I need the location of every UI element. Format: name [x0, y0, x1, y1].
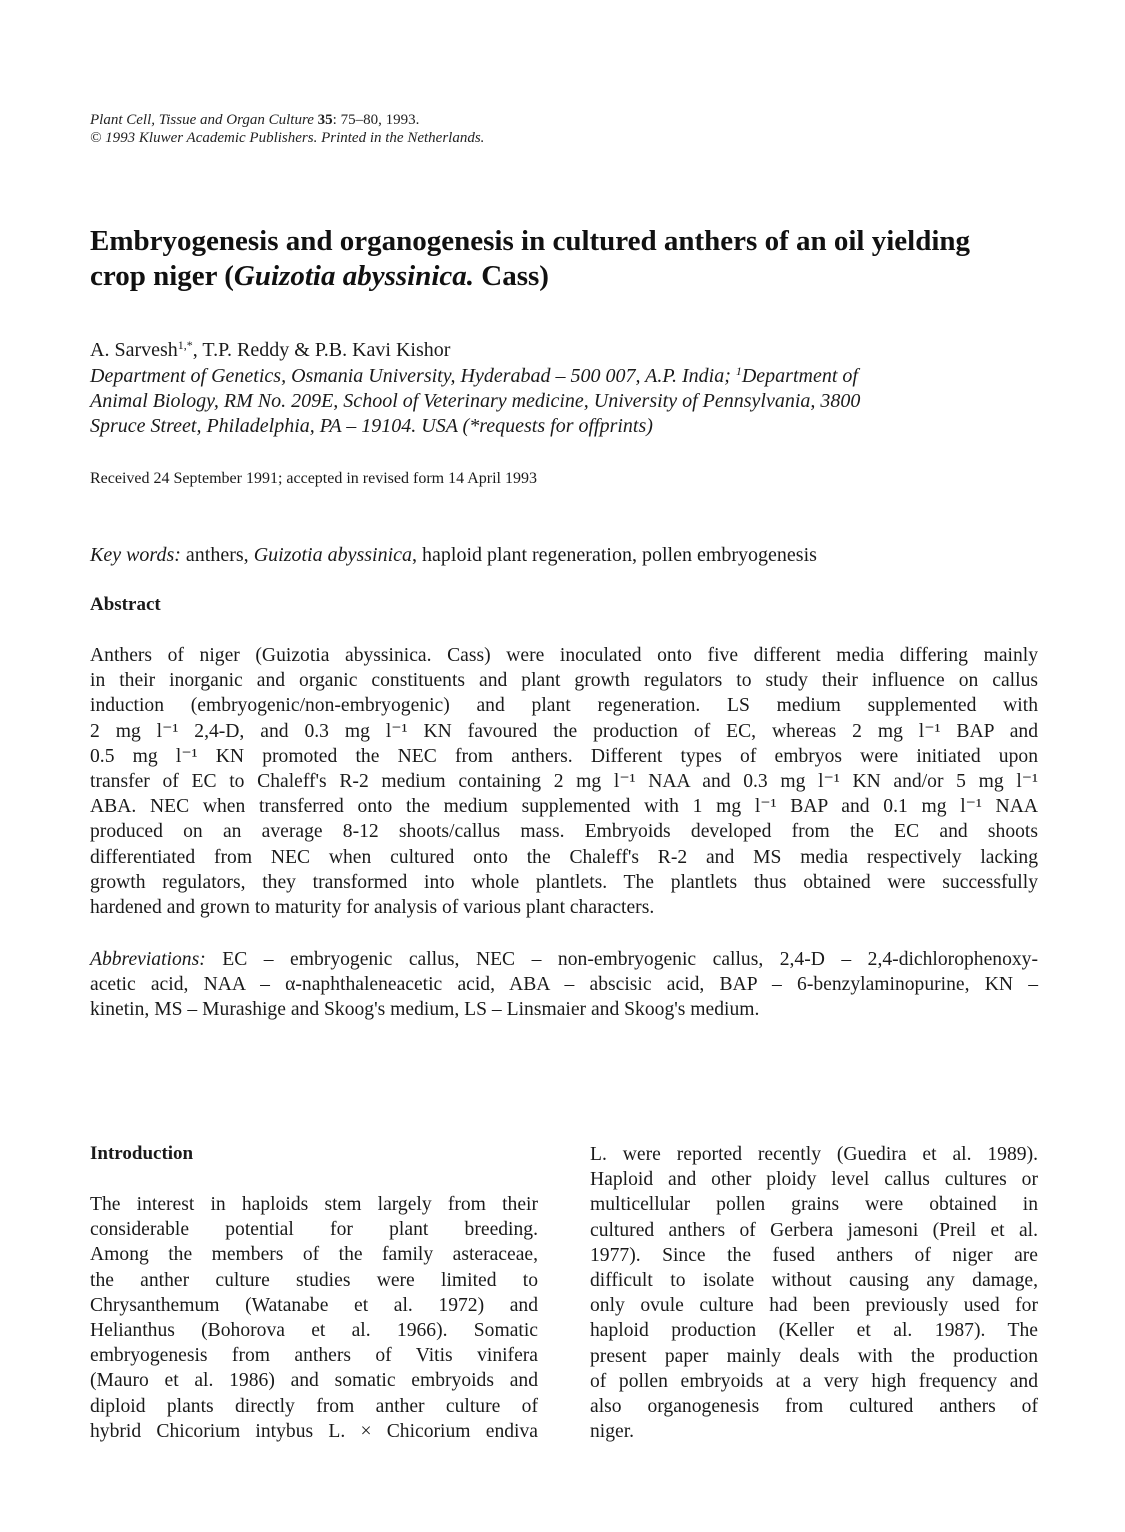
intro-line: present paper mainly deals with the production [590, 1345, 1038, 1367]
intro-line: embryogenesis from anthers of Vitis vinifera [90, 1345, 538, 1367]
affiliation-sup: 1 [735, 364, 742, 378]
intro-line: also organogenesis from cultured anthers of [590, 1395, 1038, 1417]
journal-volume: 35 [317, 112, 333, 128]
keywords-label: Key words: [90, 544, 181, 566]
affiliation-line-1 [90, 364, 1050, 389]
intro-line: 1977). Since the fused anthers of niger are [590, 1244, 1038, 1266]
intro-line: only ovule culture had been previously used for [590, 1295, 1038, 1317]
intro-column-right [590, 1142, 1038, 1444]
paper-title [90, 224, 1050, 294]
keywords-species: Guizotia abyssinica [253, 544, 413, 566]
affiliation [90, 364, 1050, 439]
author-rest: , T.P. Reddy & P.B. Kavi Kishor [192, 339, 451, 361]
journal-pages-year: : 75–80, 1993. [332, 112, 420, 128]
title-line-2-pre: crop niger ( [90, 260, 234, 292]
intro-line: of pollen embryoids at a very high frequency and [590, 1370, 1038, 1392]
intro-line: considerable potential for plant breeding. [90, 1219, 538, 1241]
abbreviations-line: kinetin, MS – Murashige and Skoog's medium, LS – Linsmaier and Skoog's medium. [90, 999, 760, 1021]
affiliation-line-1-text: Department of Genetics, Osmania University, Hyderabad – 500 007, A.P. India; [90, 365, 736, 387]
abstract-line: hardened and grown to maturity for analysis of various plant characters. [90, 896, 655, 918]
abstract-body [90, 643, 1038, 920]
journal-name: Plant Cell, Tissue and Organ Culture [90, 112, 314, 128]
intro-line: multicellular pollen grains were obtained in [590, 1194, 1038, 1216]
title-line-2 [90, 259, 1050, 294]
abbreviations [90, 947, 1038, 1023]
intro-line: diploid plants directly from anther culture of [90, 1395, 538, 1417]
author-list [90, 338, 450, 362]
intro-line: Among the members of the family asteraceae, [90, 1244, 538, 1266]
abstract-line: Anthers of niger (Guizotia abyssinica. Cass) were inoculated onto five different media differing mainly [90, 645, 1038, 666]
intro-line: Haploid and other ploidy level callus cultures or [590, 1169, 1038, 1191]
intro-line: haploid production (Keller et al. 1987). The [590, 1320, 1038, 1342]
intro-line: difficult to isolate without causing any damage, [590, 1269, 1038, 1291]
abstract-line: transfer of EC to Chaleff's R-2 medium containing 2 mg l⁻¹ NAA and 0.3 mg l⁻¹ KN and/or 5 mg l⁻¹ [90, 770, 1038, 792]
intro-line: the anther culture studies were limited to [90, 1269, 538, 1291]
affiliation-line-2: Animal Biology, RM No. 209E, School of Veterinary medicine, University of Pennsylvania, 3800 [90, 390, 861, 412]
title-species: Guizotia abyssinica. [233, 260, 475, 292]
received-dates: Received 24 September 1991; accepted in revised form 14 April 1993 [90, 470, 537, 487]
intro-line: niger. [590, 1421, 635, 1443]
abbreviations-label: Abbreviations: [90, 949, 206, 970]
abstract-line: 2 mg l⁻¹ 2,4-D, and 0.3 mg l⁻¹ KN favoured the production of EC, whereas 2 mg l⁻¹ BAP and [90, 720, 1038, 742]
author-first-sup: 1,* [177, 338, 193, 352]
abstract-line: 0.5 mg l⁻¹ KN promoted the NEC from anthers. Different types of embryos were initiated upon [90, 745, 1038, 767]
title-line-2-post: Cass) [474, 260, 549, 292]
intro-line: Helianthus (Bohorova et al. 1966). Somatic [90, 1319, 538, 1341]
abbreviations-line: acetic acid, NAA – α-naphthaleneacetic acid, ABA – abscisic acid, BAP – 6-benzylaminopurine, KN – [90, 974, 1038, 996]
affiliation-line-3: Spruce Street, Philadelphia, PA – 19104. USA (*requests for offprints) [90, 415, 653, 437]
abstract-heading: Abstract [90, 594, 161, 615]
abstract-line: ABA. NEC when transferred onto the medium supplemented with 1 mg l⁻¹ BAP and 0.1 mg l⁻¹ NAA [90, 796, 1038, 818]
copyright-line: © 1993 Kluwer Academic Publishers. Printed in the Netherlands. [90, 130, 485, 146]
introduction-heading: Introduction [90, 1143, 194, 1164]
keywords-text-1: anthers, [180, 544, 254, 566]
abstract-line: growth regulators, they transformed into whole plantlets. The plantlets thus obtained were successfully [90, 871, 1038, 893]
intro-line: The interest in haploids stem largely from their [90, 1194, 538, 1215]
intro-line: hybrid Chicorium intybus L. × Chicorium endiva [90, 1420, 538, 1442]
intro-line: cultured anthers of Gerbera jamesoni (Preil et al. [590, 1219, 1038, 1241]
abbreviations-line-1-text: EC – embryogenic callus, NEC – non-embryogenic callus, 2,4-D – 2,4-dichlorophenoxy- [205, 949, 1038, 970]
intro-line: (Mauro et al. 1986) and somatic embryoids and [90, 1370, 538, 1392]
journal-header [90, 111, 484, 147]
abbreviations-line-1 [90, 947, 1038, 972]
abstract-line: induction (embryogenic/non-embryogenic) and plant regeneration. LS medium supplemented with [90, 695, 1038, 717]
journal-citation [90, 111, 484, 129]
author-first: A. Sarvesh [90, 339, 178, 361]
affiliation-line-1-end: Department of [741, 365, 858, 387]
keywords-text-2: , haploid plant regeneration, pollen embryogenesis [412, 544, 817, 566]
title-line-1: Embryogenesis and organogenesis in cultured anthers of an oil yielding [90, 225, 971, 257]
keywords [90, 543, 817, 567]
intro-line: L. were reported recently (Guedira et al. 1989). [590, 1144, 1038, 1165]
abstract-line: produced on an average 8-12 shoots/callus mass. Embryoids developed from the EC and shoots [90, 821, 1038, 843]
intro-line: Chrysanthemum (Watanabe et al. 1972) and [90, 1294, 538, 1316]
abstract-line: in their inorganic and organic constituents and plant growth regulators to study their influence on callus [90, 670, 1038, 692]
intro-column-left [90, 1192, 538, 1444]
abstract-line: differentiated from NEC when cultured onto the Chaleff's R-2 and MS media respectively lacking [90, 846, 1038, 868]
